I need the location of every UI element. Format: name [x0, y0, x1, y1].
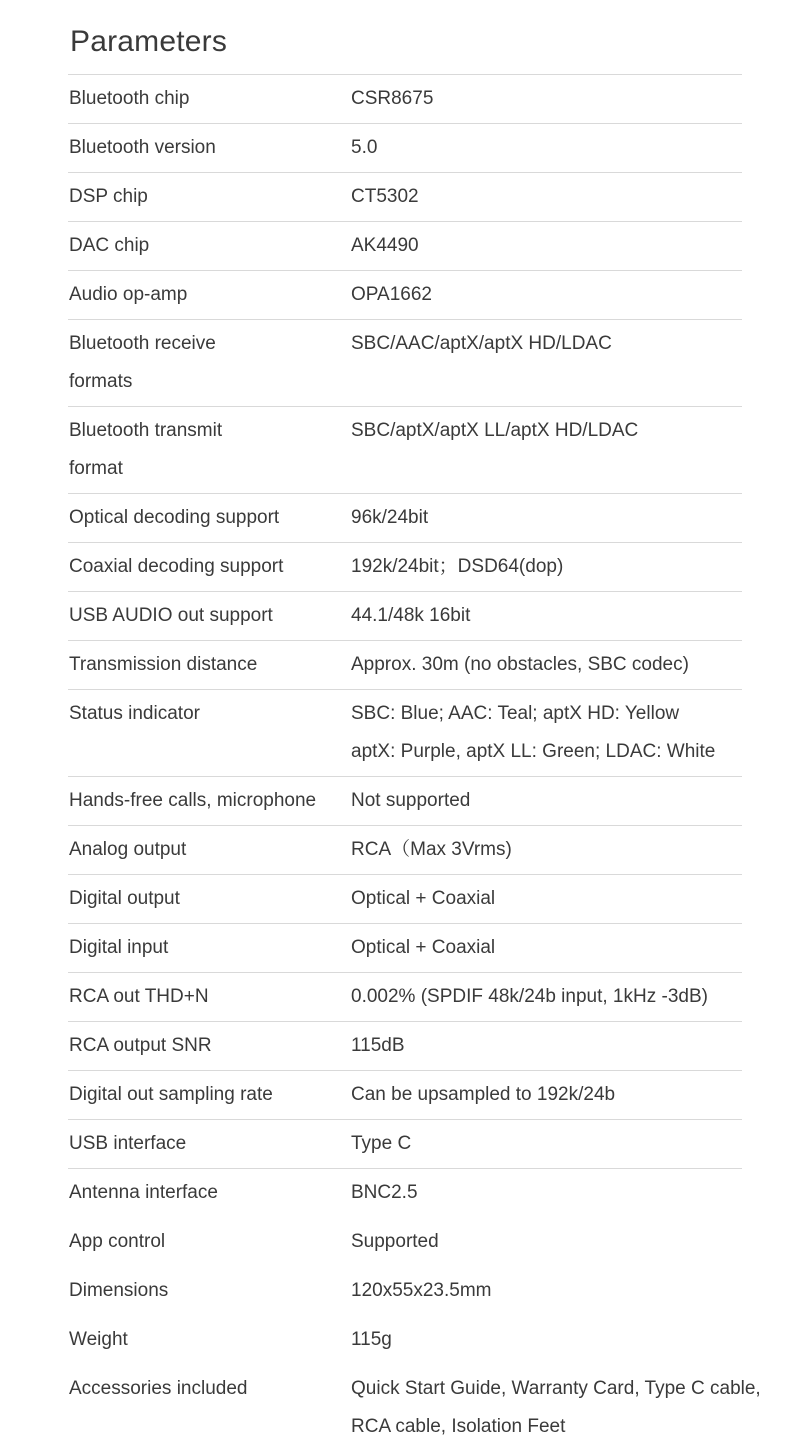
- spec-value: [351, 499, 742, 537]
- spec-value-line: RCA（Max 3Vrms): [351, 839, 512, 860]
- spec-label: Status indicator: [69, 703, 200, 724]
- spec-row-digital-output: [68, 875, 742, 924]
- spec-row-bluetooth-receive-formats: [68, 320, 742, 407]
- spec-value: [351, 978, 742, 1016]
- spec-value-line: 115dB: [351, 1035, 405, 1056]
- spec-label: RCA output SNR: [69, 1035, 212, 1056]
- spec-label: USB AUDIO out support: [69, 605, 273, 626]
- spec-row-digital-out-sampling-rate: [68, 1071, 742, 1120]
- spec-row-optical-decoding-support: [68, 494, 742, 543]
- spec-value-line: Supported: [351, 1231, 439, 1252]
- spec-label: Optical decoding support: [69, 507, 280, 528]
- spec-row-app-control: [68, 1218, 742, 1267]
- spec-value-line: aptX: Purple, aptX LL: Green; LDAC: White: [351, 741, 716, 762]
- spec-row-digital-input: [68, 924, 742, 973]
- spec-row-accessories-included: [68, 1365, 761, 1452]
- spec-value-line: OPA1662: [351, 284, 432, 305]
- spec-value: [351, 129, 742, 167]
- spec-value: [351, 227, 742, 265]
- spec-value-line: 44.1/48k 16bit: [351, 605, 471, 626]
- spec-value: [351, 1027, 742, 1065]
- spec-row-antenna-interface: [68, 1169, 742, 1218]
- spec-value-line: 115g: [351, 1329, 392, 1350]
- spec-label: Antenna interface: [69, 1182, 218, 1203]
- spec-label: Coaxial decoding support: [69, 556, 284, 577]
- spec-label: Transmission distance: [69, 654, 258, 675]
- spec-row-analog-output: [68, 826, 742, 875]
- spec-label: Analog output: [69, 839, 187, 860]
- spec-value: [351, 929, 742, 967]
- spec-label-text: Bluetooth transmit format: [69, 420, 223, 479]
- spec-value-line: CSR8675: [351, 88, 434, 109]
- spec-label: DSP chip: [69, 186, 148, 207]
- spec-value: [351, 1174, 742, 1212]
- spec-value-line: SBC/aptX/aptX LL/aptX HD/LDAC: [351, 420, 639, 441]
- spec-value-line: Not supported: [351, 790, 471, 811]
- spec-row-rca-out-thd-n: [68, 973, 742, 1022]
- spec-value: [351, 412, 742, 450]
- spec-row-dac-chip: [68, 222, 742, 271]
- spec-value: [351, 1370, 761, 1446]
- spec-value: [351, 695, 742, 771]
- spec-label: Bluetooth version: [69, 137, 216, 158]
- spec-label: DAC chip: [69, 235, 150, 256]
- spec-label: [68, 325, 351, 401]
- spec-value-line: 96k/24bit: [351, 507, 429, 528]
- spec-value: [351, 646, 742, 684]
- spec-value-line: 0.002% (SPDIF 48k/24b input, 1kHz -3dB): [351, 986, 708, 1007]
- spec-row-weight: [68, 1316, 742, 1365]
- spec-row-bluetooth-version: [68, 124, 742, 173]
- spec-table: [68, 74, 761, 1452]
- spec-row-usb-audio-out-support: [68, 592, 742, 641]
- spec-label: Audio op-amp: [69, 284, 188, 305]
- page-title: Parameters: [70, 25, 228, 58]
- spec-label: USB interface: [69, 1133, 187, 1154]
- spec-row-dimensions: [68, 1267, 742, 1316]
- spec-label: Digital output: [69, 888, 180, 909]
- spec-value-line: 192k/24bit；DSD64(dop): [351, 556, 564, 577]
- spec-value-line: Type C: [351, 1133, 412, 1154]
- spec-value: [351, 1272, 742, 1310]
- spec-value-line: RCA cable, Isolation Feet: [351, 1416, 566, 1437]
- spec-value-line: 120x55x23.5mm: [351, 1280, 492, 1301]
- spec-row-coaxial-decoding-support: [68, 543, 742, 592]
- spec-value: [351, 325, 742, 363]
- spec-value-line: Optical + Coaxial: [351, 888, 496, 909]
- spec-value: [351, 80, 742, 118]
- spec-value-line: Can be upsampled to 192k/24b: [351, 1084, 616, 1105]
- spec-value: [351, 1125, 742, 1163]
- spec-value-line: 5.0: [351, 137, 378, 158]
- spec-label: Dimensions: [69, 1280, 169, 1301]
- spec-value-line: Approx. 30m (no obstacles, SBC codec): [351, 654, 689, 675]
- spec-row-bluetooth-transmit-format: [68, 407, 742, 494]
- spec-value-line: Quick Start Guide, Warranty Card, Type C cable,: [351, 1378, 761, 1399]
- spec-label: Digital out sampling rate: [69, 1084, 273, 1105]
- spec-value: [351, 597, 742, 635]
- spec-value-line: Optical + Coaxial: [351, 937, 496, 958]
- spec-row-status-indicator: [68, 690, 742, 777]
- spec-label: Bluetooth chip: [69, 88, 190, 109]
- spec-row-transmission-distance: [68, 641, 742, 690]
- spec-value: [351, 548, 742, 586]
- spec-row-bluetooth-chip: [68, 75, 742, 124]
- spec-value: [351, 178, 742, 216]
- spec-value: [351, 1076, 742, 1114]
- spec-value-line: CT5302: [351, 186, 419, 207]
- spec-value-line: BNC2.5: [351, 1182, 418, 1203]
- spec-row-dsp-chip: [68, 173, 742, 222]
- spec-value-line: SBC/AAC/aptX/aptX HD/LDAC: [351, 333, 612, 354]
- spec-value: [351, 782, 742, 820]
- spec-label: RCA out THD+N: [69, 986, 209, 1007]
- spec-label: Hands-free calls, microphone: [69, 790, 317, 811]
- spec-label: Digital input: [69, 937, 169, 958]
- spec-label-text: Bluetooth receive formats: [69, 333, 216, 392]
- spec-row-usb-interface: [68, 1120, 742, 1169]
- spec-label: App control: [69, 1231, 166, 1252]
- spec-value: [351, 276, 742, 314]
- spec-value: [351, 831, 742, 869]
- spec-label: Accessories included: [69, 1378, 248, 1399]
- spec-value-line: AK4490: [351, 235, 419, 256]
- spec-label: Weight: [69, 1329, 128, 1350]
- spec-value: [351, 1223, 742, 1261]
- spec-row-audio-op-amp: [68, 271, 742, 320]
- spec-row-rca-output-snr: [68, 1022, 742, 1071]
- spec-value: [351, 880, 742, 918]
- spec-row-hands-free-calls: [68, 777, 742, 826]
- spec-value-line: SBC: Blue; AAC: Teal; aptX HD: Yellow: [351, 703, 680, 724]
- spec-label: [68, 412, 351, 488]
